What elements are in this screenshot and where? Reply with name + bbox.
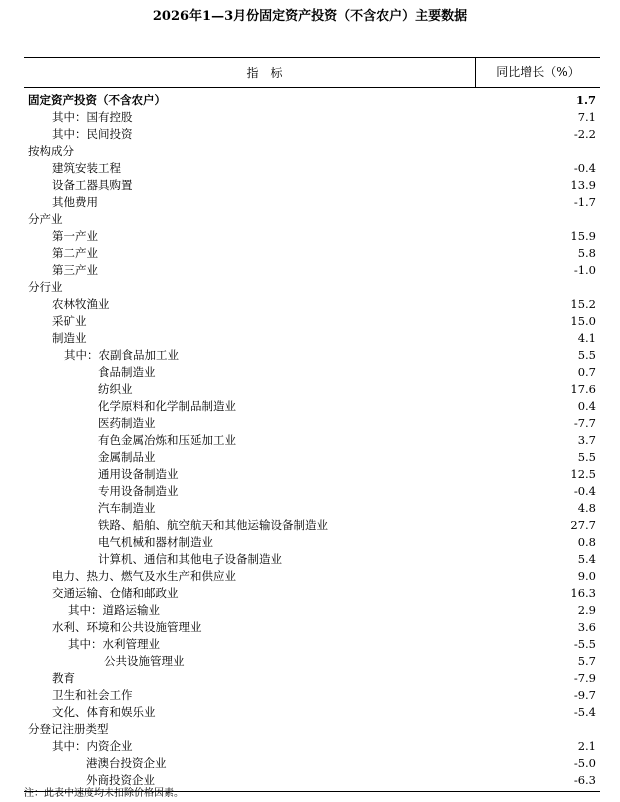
row-label: 公共设施管理业 bbox=[104, 654, 185, 668]
row-label: 医药制造业 bbox=[98, 416, 156, 430]
table-row bbox=[24, 483, 600, 500]
row-value: -6.3 bbox=[573, 773, 596, 787]
row-value: -1.0 bbox=[573, 263, 596, 277]
page-title: 2026年1—3月份固定资产投资（不含农户）主要数据 bbox=[152, 9, 468, 24]
table-row bbox=[24, 687, 600, 704]
row-value: 5.8 bbox=[577, 246, 596, 260]
row-value: -9.7 bbox=[573, 688, 596, 702]
row-value: 13.9 bbox=[570, 178, 596, 192]
row-label: 其中：水利管理业 bbox=[68, 637, 160, 651]
row-value: 12.5 bbox=[570, 467, 596, 481]
table-row bbox=[24, 381, 600, 398]
table-row bbox=[24, 653, 600, 670]
table-body bbox=[24, 88, 600, 792]
table-row bbox=[24, 109, 600, 126]
row-label: 其中：道路运输业 bbox=[68, 603, 160, 617]
row-label: 采矿业 bbox=[52, 314, 87, 328]
row-label: 计算机、通信和其他电子设备制造业 bbox=[98, 552, 282, 566]
row-value bbox=[476, 143, 600, 160]
table-row bbox=[24, 211, 600, 228]
row-label: 制造业 bbox=[52, 331, 87, 345]
row-label: 固定资产投资（不含农户） bbox=[28, 93, 166, 107]
row-label: 水利、环境和公共设施管理业 bbox=[52, 620, 202, 634]
row-label: 农林牧渔业 bbox=[52, 297, 110, 311]
row-label: 第二产业 bbox=[52, 246, 98, 260]
table-row bbox=[24, 670, 600, 687]
row-value: 0.4 bbox=[577, 399, 596, 413]
table-row bbox=[24, 500, 600, 517]
table-header bbox=[24, 58, 600, 88]
table-row bbox=[24, 279, 600, 296]
table-row bbox=[24, 364, 600, 381]
row-label: 其中：国有控股 bbox=[52, 110, 133, 124]
row-value: 2.1 bbox=[577, 739, 596, 753]
row-label: 教育 bbox=[52, 671, 75, 685]
table-row bbox=[24, 551, 600, 568]
row-value: 17.6 bbox=[570, 382, 596, 396]
row-value: 16.3 bbox=[570, 586, 596, 600]
row-label: 分产业 bbox=[28, 212, 63, 226]
row-value: 5.5 bbox=[577, 450, 596, 464]
row-value: 1.7 bbox=[575, 93, 596, 107]
row-label: 电气机械和器材制造业 bbox=[98, 535, 213, 549]
row-label: 外商投资企业 bbox=[86, 773, 155, 787]
row-value bbox=[476, 721, 600, 738]
row-label: 有色金属冶炼和压延加工业 bbox=[98, 433, 236, 447]
row-label: 港澳台投资企业 bbox=[86, 756, 167, 770]
row-value: 9.0 bbox=[577, 569, 596, 583]
table-row bbox=[24, 568, 600, 585]
row-label: 按构成分 bbox=[28, 144, 74, 158]
row-value: 7.1 bbox=[577, 110, 596, 124]
row-value: 15.0 bbox=[570, 314, 596, 328]
row-value: 0.7 bbox=[577, 365, 596, 379]
table-row bbox=[24, 432, 600, 449]
table-row bbox=[24, 92, 600, 109]
row-label: 卫生和社会工作 bbox=[52, 688, 133, 702]
table-row bbox=[24, 517, 600, 534]
table-row bbox=[24, 160, 600, 177]
row-value: 5.5 bbox=[577, 348, 596, 362]
row-value: -2.2 bbox=[573, 127, 596, 141]
row-label: 其中：民间投资 bbox=[52, 127, 133, 141]
table-row bbox=[24, 738, 600, 755]
row-label: 汽车制造业 bbox=[98, 501, 156, 515]
table-row bbox=[24, 721, 600, 738]
row-label: 分行业 bbox=[28, 280, 63, 294]
row-value: -5.0 bbox=[573, 756, 596, 770]
row-value: 2.9 bbox=[577, 603, 596, 617]
row-value: 5.7 bbox=[577, 654, 596, 668]
table-row bbox=[24, 704, 600, 721]
row-value bbox=[476, 279, 600, 296]
data-table bbox=[24, 57, 600, 792]
table-row bbox=[24, 398, 600, 415]
table-row bbox=[24, 228, 600, 245]
row-value bbox=[476, 211, 600, 228]
row-value: -7.7 bbox=[573, 416, 596, 430]
table-row bbox=[24, 449, 600, 466]
row-value: -5.4 bbox=[573, 705, 596, 719]
row-value: 0.8 bbox=[577, 535, 596, 549]
table-row bbox=[24, 126, 600, 143]
table-row bbox=[24, 177, 600, 194]
row-value: 5.4 bbox=[577, 552, 596, 566]
table-row bbox=[24, 143, 600, 160]
table-row bbox=[24, 415, 600, 432]
row-label: 化学原料和化学制品制造业 bbox=[98, 399, 236, 413]
row-value: -0.4 bbox=[573, 484, 596, 498]
row-label: 电力、热力、燃气及水生产和供应业 bbox=[52, 569, 236, 583]
header-indicator: 指 标 bbox=[246, 66, 283, 80]
table-row bbox=[24, 330, 600, 347]
table-row bbox=[24, 602, 600, 619]
row-value: -0.4 bbox=[573, 161, 596, 175]
table-row bbox=[24, 619, 600, 636]
row-value: -1.7 bbox=[573, 195, 596, 209]
row-label: 其他费用 bbox=[52, 195, 98, 209]
row-label: 专用设备制造业 bbox=[98, 484, 179, 498]
row-label: 金属制品业 bbox=[98, 450, 156, 464]
row-value: 4.8 bbox=[577, 501, 596, 515]
row-value: 15.9 bbox=[570, 229, 596, 243]
row-value: 15.2 bbox=[570, 297, 596, 311]
row-label: 分登记注册类型 bbox=[28, 722, 109, 736]
table-row bbox=[24, 262, 600, 279]
header-value: 同比增长（%） bbox=[475, 58, 600, 87]
row-value: 3.7 bbox=[577, 433, 596, 447]
row-value: -5.5 bbox=[573, 637, 596, 651]
row-label: 设备工器具购置 bbox=[52, 178, 133, 192]
table-row bbox=[24, 347, 600, 364]
table-row bbox=[24, 534, 600, 551]
row-label: 第三产业 bbox=[52, 263, 98, 277]
row-label: 纺织业 bbox=[98, 382, 133, 396]
table-row bbox=[24, 296, 600, 313]
row-label: 文化、体育和娱乐业 bbox=[52, 705, 156, 719]
row-label: 通用设备制造业 bbox=[98, 467, 179, 481]
row-value: 3.6 bbox=[577, 620, 596, 634]
row-value: -7.9 bbox=[573, 671, 596, 685]
row-label: 交通运输、仓储和邮政业 bbox=[52, 586, 179, 600]
row-value: 27.7 bbox=[570, 518, 596, 532]
table-row bbox=[24, 755, 600, 772]
row-label: 建筑安装工程 bbox=[52, 161, 121, 175]
table-row bbox=[24, 585, 600, 602]
row-label: 铁路、船舶、航空航天和其他运输设备制造业 bbox=[98, 518, 328, 532]
row-label: 第一产业 bbox=[52, 229, 98, 243]
table-row bbox=[24, 194, 600, 211]
row-label: 其中：内资企业 bbox=[52, 739, 133, 753]
row-label: 食品制造业 bbox=[98, 365, 156, 379]
table-row bbox=[24, 636, 600, 653]
table-row bbox=[24, 245, 600, 262]
row-label: 其中：农副食品加工业 bbox=[64, 348, 179, 362]
row-value: 4.1 bbox=[577, 331, 596, 345]
table-row bbox=[24, 466, 600, 483]
table-row bbox=[24, 313, 600, 330]
footnote: 注：此表中速度均未扣除价格因素。 bbox=[24, 788, 184, 799]
